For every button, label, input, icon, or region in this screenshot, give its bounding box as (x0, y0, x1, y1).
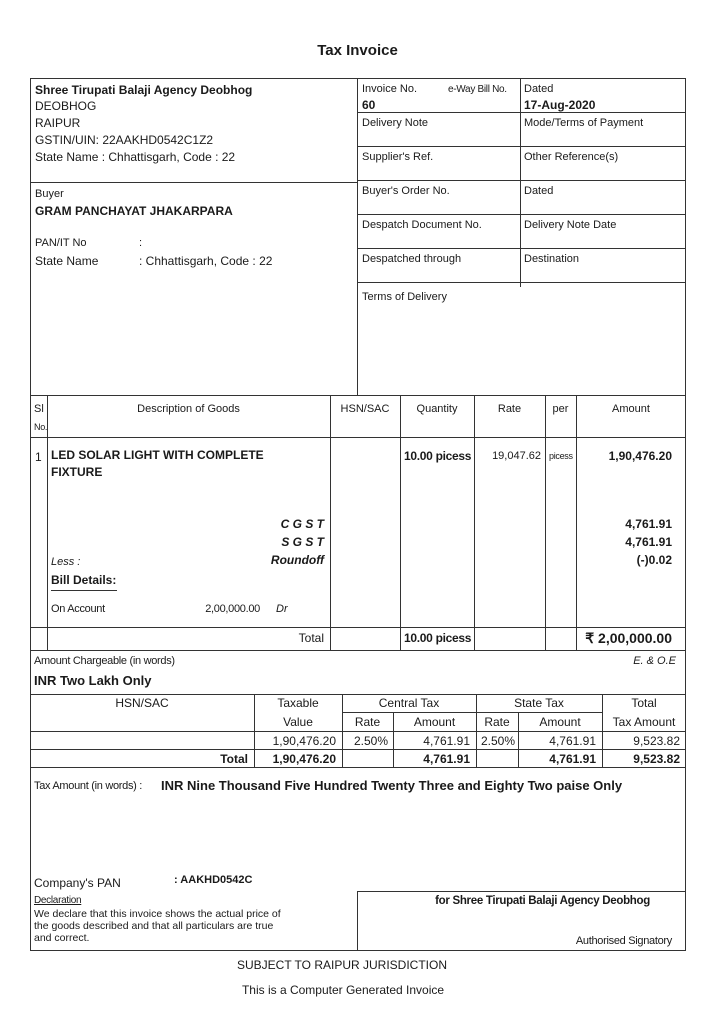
tax-col-hsn: HSN/SAC (115, 696, 169, 710)
bill-details-label: Bill Details: (51, 573, 117, 587)
company-pan-value: : AAKHD0542C (174, 874, 253, 886)
item-rate: 19,047.62 (492, 450, 541, 462)
item-desc: FIXTURE (51, 465, 103, 479)
buyer-state-label: State Name (35, 254, 99, 268)
seller-line: DEOBHOG (35, 99, 97, 113)
col-sl: Sl (34, 403, 44, 415)
declaration-text: and correct. (34, 932, 90, 944)
seller-line: RAIPUR (35, 116, 81, 130)
eoe-label: E. & O.E (633, 655, 676, 667)
tax-col-amount: Amount (413, 715, 456, 729)
dated-label: Dated (524, 83, 554, 95)
dated-value: 17-Aug-2020 (524, 98, 596, 112)
item-per: picess (549, 451, 573, 461)
invoice-no-value: 60 (362, 98, 376, 112)
col-rate: Rate (497, 403, 522, 415)
item-amount: 1,90,476.20 (608, 449, 672, 463)
tax-total-label: Total (220, 752, 248, 766)
cgst-label: C G S T (280, 517, 324, 531)
delivery-note-label: Delivery Note (362, 117, 429, 129)
tax-row-c-amount: 4,761.91 (423, 734, 470, 748)
item-sl: 1 (35, 450, 42, 464)
items-total-label: Total (298, 631, 324, 645)
divider (30, 627, 686, 628)
roundoff-label: Roundoff (270, 553, 324, 567)
divider (30, 182, 357, 183)
amount-in-words: INR Two Lakh Only (34, 673, 152, 688)
declaration-text: We declare that this invoice shows the actual price of (34, 908, 281, 920)
tax-total-c-amount: 4,761.91 (423, 752, 470, 766)
col-amount: Amount (612, 403, 650, 415)
on-account-label: On Account (51, 603, 105, 615)
company-pan-label: Company's PAN (34, 876, 121, 890)
divider (30, 650, 686, 651)
divider (342, 712, 602, 713)
amount-chargeable-label: Amount Chargeable (in words) (34, 655, 175, 667)
destination-label: Destination (524, 253, 580, 265)
buyer-pan-label: PAN/IT No (35, 237, 87, 249)
col-no: No. (34, 422, 48, 432)
col-per: per (552, 403, 569, 415)
tax-row-s-rate: 2.50% (481, 734, 516, 748)
tax-col-central: Central Tax (378, 696, 440, 710)
tax-row-s-amount: 4,761.91 (549, 734, 596, 748)
divider (47, 395, 48, 650)
tax-total-taxable: 1,90,476.20 (272, 752, 336, 766)
items-total-amount: ₹ 2,00,000.00 (585, 630, 672, 646)
tax-col-amount: Amount (539, 715, 581, 729)
divider (357, 112, 686, 113)
items-total-qty: 10.00 picess (404, 631, 472, 645)
tax-col-tax-amount: Tax Amount (612, 715, 676, 729)
divider (30, 749, 686, 750)
divider (30, 694, 686, 695)
buyers-order-label: Buyer's Order No. (362, 185, 450, 197)
suppliers-ref-label: Supplier's Ref. (362, 151, 434, 163)
tax-row-taxable: 1,90,476.20 (272, 734, 336, 748)
tax-col-total: Total (631, 696, 657, 710)
col-qty: Quantity (416, 403, 458, 415)
tax-amount-in-words: INR Nine Thousand Five Hundred Twenty Three and Eighty Two paise Only (161, 778, 623, 793)
for-company: for Shree Tirupati Balaji Agency Deobhog (435, 895, 650, 907)
tax-col-state: State Tax (514, 696, 564, 710)
divider (357, 78, 358, 395)
divider (357, 146, 686, 147)
divider (400, 395, 401, 650)
tax-total-s-amount: 4,761.91 (549, 752, 596, 766)
col-desc: Description of Goods (137, 403, 240, 415)
sgst-amount: 4,761.91 (625, 535, 672, 549)
on-account-amount: 2,00,000.00 (205, 603, 260, 615)
eway-bill-label: e-Way Bill No. (448, 84, 507, 95)
invoice-no-label: Invoice No. (362, 83, 418, 95)
divider (357, 248, 686, 249)
despatch-doc-label: Despatch Document No. (362, 219, 482, 231)
buyer-state-value: : Chhattisgarh, Code : 22 (139, 254, 273, 268)
tax-row-total: 9,523.82 (633, 734, 680, 748)
sgst-label: S G S T (281, 535, 324, 549)
seller-state: State Name : Chhattisgarh, Code : 22 (35, 150, 236, 164)
divider (357, 180, 686, 181)
buyer-label: Buyer (35, 188, 64, 200)
authorised-signatory: Authorised Signatory (575, 935, 672, 947)
terms-delivery-label: Terms of Delivery (362, 291, 447, 303)
divider (357, 891, 686, 892)
jurisdiction-note: SUBJECT TO RAIPUR JURISDICTION (236, 958, 448, 972)
computer-generated-note: This is a Computer Generated Invoice (241, 983, 445, 997)
divider (30, 395, 686, 396)
tax-words-label: Tax Amount (in words) : (34, 780, 143, 792)
delivery-note-date-label: Delivery Note Date (524, 219, 617, 231)
tax-col-value: Value (283, 715, 313, 729)
dr-label: Dr (276, 603, 288, 615)
tax-total-total: 9,523.82 (633, 752, 680, 766)
dated-label: Dated (524, 185, 554, 197)
invoice-title: Tax Invoice (317, 42, 398, 59)
other-ref-label: Other Reference(s) (524, 151, 619, 163)
divider (545, 395, 546, 650)
underline (51, 590, 117, 591)
mode-terms-label: Mode/Terms of Payment (524, 117, 644, 129)
tax-col-taxable: Taxable (277, 696, 319, 710)
declaration-label: Declaration (34, 895, 82, 906)
divider (330, 395, 331, 650)
buyer-pan-colon: : (139, 237, 143, 249)
divider (357, 891, 358, 951)
cgst-amount: 4,761.91 (625, 517, 672, 531)
roundoff-amount: (-)0.02 (636, 553, 672, 567)
seller-name: Shree Tirupati Balaji Agency Deobhog (35, 83, 253, 97)
seller-gstin: GSTIN/UIN: 22AAKHD0542C1Z2 (35, 133, 214, 147)
buyer-name: GRAM PANCHAYAT JHAKARPARA (35, 204, 233, 218)
tax-col-rate: Rate (484, 715, 510, 729)
divider (474, 395, 475, 650)
declaration-text: the goods described and that all particulars are true (34, 920, 274, 932)
divider (30, 767, 686, 768)
item-qty: 10.00 picess (404, 449, 472, 463)
despatched-through-label: Despatched through (362, 253, 462, 265)
less-label: Less : (51, 556, 81, 568)
divider (357, 282, 686, 283)
divider (30, 731, 686, 732)
divider (30, 437, 686, 438)
tax-col-rate: Rate (354, 715, 381, 729)
tax-row-c-rate: 2.50% (354, 734, 389, 748)
divider (357, 214, 686, 215)
col-hsn: HSN/SAC (340, 403, 390, 415)
item-desc: LED SOLAR LIGHT WITH COMPLETE (51, 448, 264, 462)
divider (520, 78, 521, 287)
